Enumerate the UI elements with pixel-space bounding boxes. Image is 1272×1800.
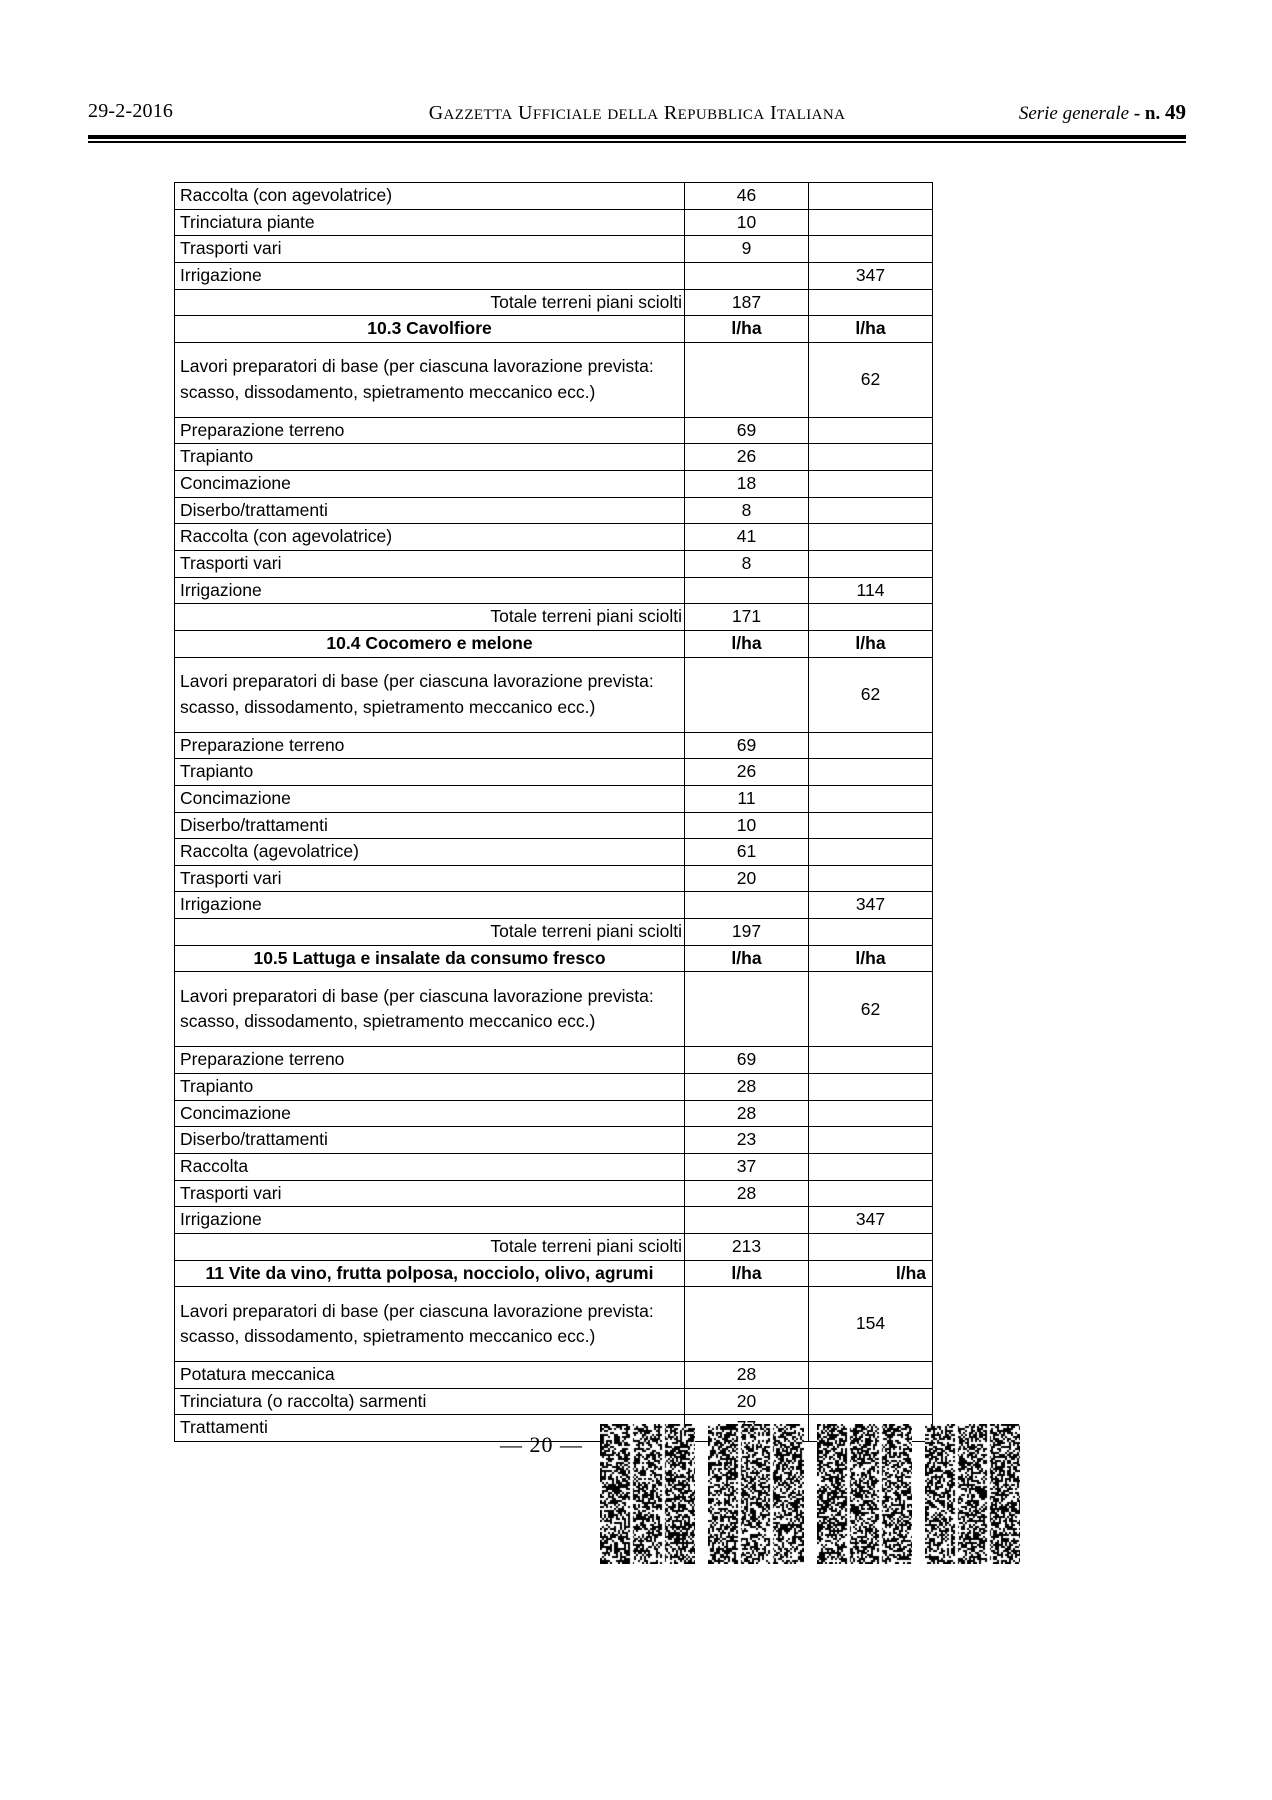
table-row xyxy=(175,732,933,759)
table-row xyxy=(175,577,933,604)
operation-value-col2 xyxy=(809,183,933,210)
section-unit-col2: l/ha xyxy=(809,1260,933,1287)
operation-label: Irrigazione xyxy=(175,262,685,289)
operation-value-col1: 9 xyxy=(685,236,809,263)
section-unit-col2: l/ha xyxy=(809,945,933,972)
section-header-label: 11 Vite da vino, frutta polposa, nocciolo, olivo, agrumi xyxy=(175,1260,685,1287)
operation-label: Trinciatura (o raccolta) sarmenti xyxy=(175,1388,685,1415)
operation-label: Concimazione xyxy=(175,785,685,812)
table-row xyxy=(175,972,933,1047)
operation-value-col1: 11 xyxy=(685,785,809,812)
table-row xyxy=(175,1180,933,1207)
series-dash: - xyxy=(1133,103,1141,124)
table-row xyxy=(175,289,933,316)
operation-value-col2 xyxy=(809,732,933,759)
operation-value-col2 xyxy=(809,1047,933,1074)
operation-label: Raccolta (agevolatrice) xyxy=(175,839,685,866)
operation-value-col2 xyxy=(809,209,933,236)
series-n-abbrev: n. xyxy=(1144,103,1161,124)
series-info xyxy=(1019,100,1186,125)
operation-label: Irrigazione xyxy=(175,1207,685,1234)
table-row xyxy=(175,1074,933,1101)
operation-value-col1: 69 xyxy=(685,732,809,759)
operation-value-col2 xyxy=(809,444,933,471)
operation-value-col1: 61 xyxy=(685,839,809,866)
operation-value-col1: 8 xyxy=(685,551,809,578)
table-row xyxy=(175,497,933,524)
operation-value-col2: 62 xyxy=(809,972,933,1047)
barcode-block xyxy=(817,1424,912,1564)
operation-value-col2 xyxy=(809,1127,933,1154)
operation-label: Lavori preparatori di base (per ciascuna lavorazione prevista: scasso, dissodamento, spietramento meccanico ecc.) xyxy=(175,657,685,732)
operation-value-col2 xyxy=(809,236,933,263)
operation-label: Trapianto xyxy=(175,444,685,471)
table-row xyxy=(175,551,933,578)
section-unit-col1: l/ha xyxy=(685,1260,809,1287)
table-row xyxy=(175,1100,933,1127)
operation-value-col1: 10 xyxy=(685,209,809,236)
operation-value-col1: 37 xyxy=(685,1153,809,1180)
operation-label: Concimazione xyxy=(175,1100,685,1127)
total-value-col1: 197 xyxy=(685,919,809,946)
operation-value-col2 xyxy=(809,839,933,866)
operation-value-col1: 23 xyxy=(685,1127,809,1154)
table-row xyxy=(175,444,933,471)
operation-value-col2 xyxy=(809,1100,933,1127)
operation-value-col1: 28 xyxy=(685,1362,809,1389)
table-row xyxy=(175,1127,933,1154)
table-row xyxy=(175,524,933,551)
operation-value-col2 xyxy=(809,785,933,812)
operation-value-col1: 41 xyxy=(685,524,809,551)
section-unit-col1: l/ha xyxy=(685,630,809,657)
operation-value-col2: 347 xyxy=(809,1207,933,1234)
operation-label: Diserbo/trattamenti xyxy=(175,497,685,524)
operation-label: Diserbo/trattamenti xyxy=(175,812,685,839)
operation-value-col1 xyxy=(685,972,809,1047)
section-unit-col1: l/ha xyxy=(685,316,809,343)
operation-label: Concimazione xyxy=(175,471,685,498)
operation-value-col2 xyxy=(809,524,933,551)
table-row xyxy=(175,1153,933,1180)
operation-label: Trasporti vari xyxy=(175,865,685,892)
operation-value-col2 xyxy=(809,1153,933,1180)
table-row xyxy=(175,865,933,892)
operation-label: Trattamenti xyxy=(175,1415,685,1442)
table-row xyxy=(175,183,933,210)
table-row xyxy=(175,342,933,417)
total-value-col2 xyxy=(809,919,933,946)
operation-value-col2: 62 xyxy=(809,657,933,732)
table-row xyxy=(175,209,933,236)
operation-value-col1: 26 xyxy=(685,444,809,471)
operation-label: Preparazione terreno xyxy=(175,417,685,444)
issue-date: 29-2-2016 xyxy=(88,100,174,122)
operation-value-col2: 62 xyxy=(809,342,933,417)
operation-value-col1: 28 xyxy=(685,1074,809,1101)
operation-label: Preparazione terreno xyxy=(175,1047,685,1074)
table-row xyxy=(175,262,933,289)
table-row xyxy=(175,630,933,657)
operation-label: Trapianto xyxy=(175,1074,685,1101)
operation-label: Trasporti vari xyxy=(175,1180,685,1207)
operation-value-col2 xyxy=(809,417,933,444)
table-row xyxy=(175,919,933,946)
operation-value-col1: 18 xyxy=(685,471,809,498)
publication-title: GAZZETTA UFFICIALE DELLA REPUBBLICA ITALIANA xyxy=(428,102,846,124)
table-row xyxy=(175,945,933,972)
operation-value-col2 xyxy=(809,1074,933,1101)
table-row xyxy=(175,1047,933,1074)
operation-value-col1: 28 xyxy=(685,1180,809,1207)
barcode-block xyxy=(925,1424,1020,1564)
operation-value-col1: 69 xyxy=(685,1047,809,1074)
header-rule xyxy=(88,135,1186,143)
operation-value-col2 xyxy=(809,471,933,498)
operation-label: Trasporti vari xyxy=(175,551,685,578)
operation-value-col2 xyxy=(809,865,933,892)
section-header-label: 10.4 Cocomero e melone xyxy=(175,630,685,657)
page-number: — 20 — xyxy=(500,1432,583,1457)
table-row xyxy=(175,316,933,343)
operation-value-col2 xyxy=(809,1180,933,1207)
total-row-label: Totale terreni piani sciolti xyxy=(175,1233,685,1260)
table-row xyxy=(175,759,933,786)
operation-value-col2 xyxy=(809,1362,933,1389)
operation-value-col1: 28 xyxy=(685,1100,809,1127)
operation-label: Irrigazione xyxy=(175,892,685,919)
series-number: 49 xyxy=(1165,100,1186,124)
barcode-block xyxy=(600,1424,695,1564)
total-row-label: Totale terreni piani sciolti xyxy=(175,919,685,946)
operation-value-col1: 20 xyxy=(685,1388,809,1415)
operation-label: Trasporti vari xyxy=(175,236,685,263)
operation-value-col1 xyxy=(685,657,809,732)
operations-cost-table xyxy=(174,182,933,1442)
operation-value-col1 xyxy=(685,892,809,919)
table-row xyxy=(175,839,933,866)
total-value-col2 xyxy=(809,289,933,316)
operation-value-col2: 114 xyxy=(809,577,933,604)
table-row xyxy=(175,1362,933,1389)
barcode-strip xyxy=(600,1424,1020,1564)
table-row xyxy=(175,1260,933,1287)
total-value-col2 xyxy=(809,604,933,631)
operation-value-col1: 46 xyxy=(685,183,809,210)
operation-value-col2 xyxy=(809,1388,933,1415)
operation-label: Lavori preparatori di base (per ciascuna lavorazione prevista: scasso, dissodamento, spietramento meccanico ecc.) xyxy=(175,342,685,417)
operation-label: Diserbo/trattamenti xyxy=(175,1127,685,1154)
operation-label: Trapianto xyxy=(175,759,685,786)
operation-label: Raccolta xyxy=(175,1153,685,1180)
operation-label: Potatura meccanica xyxy=(175,1362,685,1389)
operation-label: Trinciatura piante xyxy=(175,209,685,236)
table-row xyxy=(175,1287,933,1362)
table-row xyxy=(175,471,933,498)
table-body xyxy=(175,183,933,1442)
operation-value-col2 xyxy=(809,759,933,786)
operation-value-col1: 20 xyxy=(685,865,809,892)
operation-value-col1 xyxy=(685,342,809,417)
table-row xyxy=(175,785,933,812)
total-value-col1: 213 xyxy=(685,1233,809,1260)
table-row xyxy=(175,417,933,444)
operation-value-col1: 10 xyxy=(685,812,809,839)
table-row xyxy=(175,236,933,263)
operation-value-col1 xyxy=(685,1287,809,1362)
operation-value-col1 xyxy=(685,577,809,604)
rule-thin xyxy=(88,141,1186,143)
section-unit-col2: l/ha xyxy=(809,316,933,343)
total-value-col1: 171 xyxy=(685,604,809,631)
operation-value-col2: 154 xyxy=(809,1287,933,1362)
total-row-label: Totale terreni piani sciolti xyxy=(175,604,685,631)
table-row xyxy=(175,604,933,631)
table-row xyxy=(175,892,933,919)
operation-label: Raccolta (con agevolatrice) xyxy=(175,183,685,210)
table-row xyxy=(175,657,933,732)
section-unit-col2: l/ha xyxy=(809,630,933,657)
operation-value-col1: 69 xyxy=(685,417,809,444)
series-label: Serie generale xyxy=(1018,103,1130,124)
section-unit-col1: l/ha xyxy=(685,945,809,972)
operation-value-col2: 347 xyxy=(809,262,933,289)
operation-value-col1 xyxy=(685,262,809,289)
table-row xyxy=(175,1233,933,1260)
table-row xyxy=(175,1388,933,1415)
total-value-col2 xyxy=(809,1233,933,1260)
operation-value-col2 xyxy=(809,812,933,839)
operation-value-col2: 347 xyxy=(809,892,933,919)
table-row xyxy=(175,812,933,839)
section-header-label: 10.3 Cavolfiore xyxy=(175,316,685,343)
operation-label: Irrigazione xyxy=(175,577,685,604)
operation-label: Lavori preparatori di base (per ciascuna lavorazione prevista: scasso, dissodamento, spietramento meccanico ecc.) xyxy=(175,972,685,1047)
section-header-label: 10.5 Lattuga e insalate da consumo fresco xyxy=(175,945,685,972)
total-row-label: Totale terreni piani sciolti xyxy=(175,289,685,316)
operation-value-col1: 8 xyxy=(685,497,809,524)
barcode-block xyxy=(708,1424,803,1564)
operation-value-col1 xyxy=(685,1207,809,1234)
running-head xyxy=(88,100,1186,134)
total-value-col1: 187 xyxy=(685,289,809,316)
operation-label: Preparazione terreno xyxy=(175,732,685,759)
table-row xyxy=(175,1207,933,1234)
operation-label: Raccolta (con agevolatrice) xyxy=(175,524,685,551)
operation-label: Lavori preparatori di base (per ciascuna lavorazione prevista: scasso, dissodamento, spietramento meccanico ecc.) xyxy=(175,1287,685,1362)
operation-value-col2 xyxy=(809,551,933,578)
operation-value-col2 xyxy=(809,497,933,524)
operation-value-col1: 26 xyxy=(685,759,809,786)
